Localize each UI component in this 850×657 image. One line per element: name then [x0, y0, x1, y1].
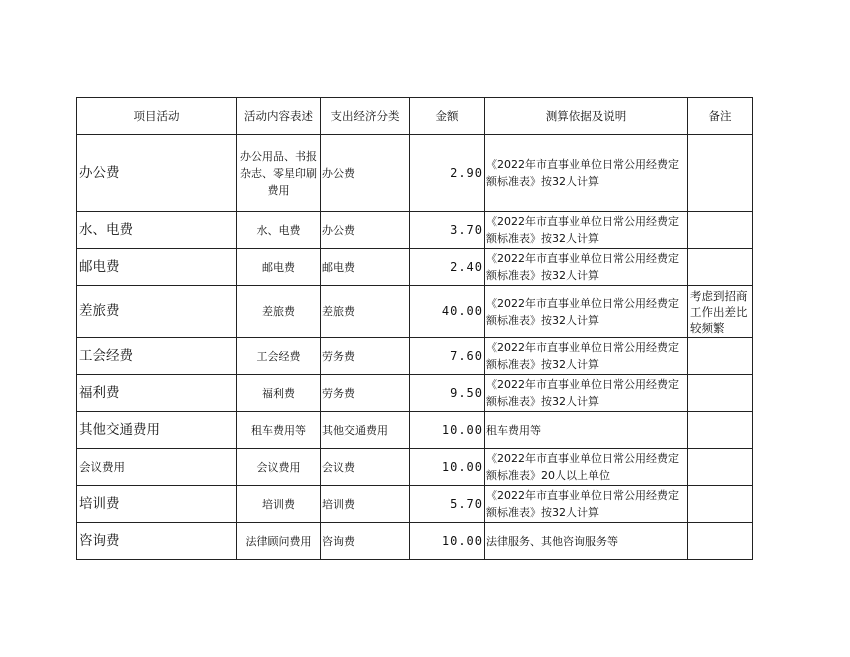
table-row [77, 449, 753, 486]
row-category: 办公费 [321, 135, 410, 212]
row-amount: 10.00 [410, 523, 485, 560]
row-content: 福利费 [237, 375, 321, 412]
row-amount: 5.70 [410, 486, 485, 523]
row-content: 邮电费 [237, 249, 321, 286]
table-row [77, 412, 753, 449]
row-project: 办公费 [77, 135, 237, 212]
row-basis: 《2022年市直事业单位日常公用经费定额标准表》按32人计算 [485, 249, 688, 286]
row-note: 考虑到招商工作出差比较频繁 [688, 286, 753, 338]
row-note [688, 212, 753, 249]
row-content: 工会经费 [237, 338, 321, 375]
row-category: 邮电费 [321, 249, 410, 286]
row-basis: 《2022年市直事业单位日常公用经费定额标准表》按32人计算 [485, 375, 688, 412]
table-row [77, 375, 753, 412]
row-content: 培训费 [237, 486, 321, 523]
header-amount: 金额 [410, 98, 485, 135]
header-category: 支出经济分类 [321, 98, 410, 135]
row-category: 劳务费 [321, 338, 410, 375]
row-project: 工会经费 [77, 338, 237, 375]
row-project: 邮电费 [77, 249, 237, 286]
row-project: 水、电费 [77, 212, 237, 249]
header-content: 活动内容表述 [237, 98, 321, 135]
header-note: 备注 [688, 98, 753, 135]
row-note [688, 338, 753, 375]
row-basis: 《2022年市直事业单位日常公用经费定额标准表》20人以上单位 [485, 449, 688, 486]
row-basis: 《2022年市直事业单位日常公用经费定额标准表》按32人计算 [485, 338, 688, 375]
table-row [77, 135, 753, 212]
table-row [77, 249, 753, 286]
row-project: 福利费 [77, 375, 237, 412]
row-project: 培训费 [77, 486, 237, 523]
header-basis: 测算依据及说明 [485, 98, 688, 135]
row-project: 差旅费 [77, 286, 237, 338]
row-category: 培训费 [321, 486, 410, 523]
row-content: 租车费用等 [237, 412, 321, 449]
row-amount: 10.00 [410, 412, 485, 449]
row-basis: 《2022年市直事业单位日常公用经费定额标准表》按32人计算 [485, 486, 688, 523]
table-row [77, 523, 753, 560]
row-project: 其他交通费用 [77, 412, 237, 449]
row-category: 其他交通费用 [321, 412, 410, 449]
table-row [77, 338, 753, 375]
row-content: 水、电费 [237, 212, 321, 249]
row-category: 办公费 [321, 212, 410, 249]
row-content: 会议费用 [237, 449, 321, 486]
row-amount: 10.00 [410, 449, 485, 486]
row-content: 办公用品、书报杂志、零星印刷费用 [237, 135, 321, 212]
row-note [688, 412, 753, 449]
row-note [688, 449, 753, 486]
header-project: 项目活动 [77, 98, 237, 135]
row-amount: 3.70 [410, 212, 485, 249]
row-basis: 租车费用等 [485, 412, 688, 449]
budget-table [76, 97, 753, 560]
row-category: 劳务费 [321, 375, 410, 412]
table-row [77, 286, 753, 338]
budget-sheet [76, 97, 752, 560]
table-row [77, 486, 753, 523]
row-amount: 9.50 [410, 375, 485, 412]
row-amount: 40.00 [410, 286, 485, 338]
row-project: 会议费用 [77, 449, 237, 486]
row-note [688, 375, 753, 412]
row-amount: 2.90 [410, 135, 485, 212]
row-content: 差旅费 [237, 286, 321, 338]
row-note [688, 486, 753, 523]
row-basis: 《2022年市直事业单位日常公用经费定额标准表》按32人计算 [485, 135, 688, 212]
row-basis: 法律服务、其他咨询服务等 [485, 523, 688, 560]
row-note [688, 249, 753, 286]
row-category: 差旅费 [321, 286, 410, 338]
row-amount: 2.40 [410, 249, 485, 286]
table-row [77, 212, 753, 249]
row-note [688, 135, 753, 212]
row-category: 咨询费 [321, 523, 410, 560]
row-content: 法律顾问费用 [237, 523, 321, 560]
row-basis: 《2022年市直事业单位日常公用经费定额标准表》按32人计算 [485, 212, 688, 249]
row-amount: 7.60 [410, 338, 485, 375]
row-note [688, 523, 753, 560]
row-basis: 《2022年市直事业单位日常公用经费定额标准表》按32人计算 [485, 286, 688, 338]
row-project: 咨询费 [77, 523, 237, 560]
table-header-row [77, 98, 753, 135]
row-category: 会议费 [321, 449, 410, 486]
